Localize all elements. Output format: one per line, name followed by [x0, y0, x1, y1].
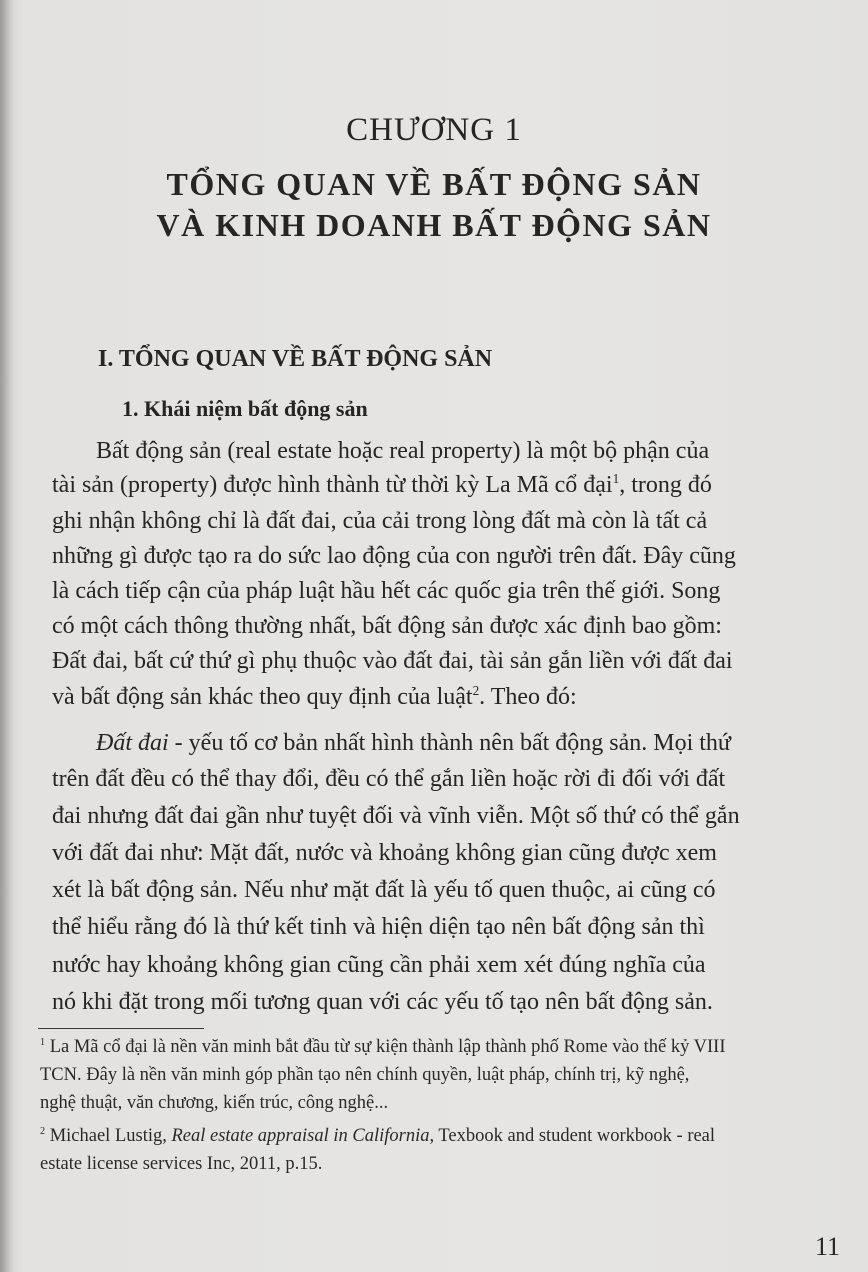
footnote-2-mark: 2	[40, 1125, 46, 1137]
chapter-title-line-1: TỔNG QUAN VỀ BẤT ĐỘNG SẢN	[166, 166, 702, 202]
footnote-ref-1: 1	[612, 471, 620, 486]
chapter-label: CHƯƠNG 1	[346, 112, 522, 148]
footnote-2-book-title: Real estate appraisal in California	[171, 1126, 430, 1146]
chapter-title-line-2: VÀ KINH DOANH BẤT ĐỘNG SẢN	[156, 207, 712, 243]
section-heading: I. TỔNG QUAN VỀ BẤT ĐỘNG SẢN	[98, 346, 493, 372]
footnote-2-line-1-tail: , Texbook and student workbook - real	[429, 1126, 716, 1146]
paragraph-1-line-6: có một cách thông thường nhất, bất động sản được xác định bao gồm:	[52, 613, 722, 639]
footnote-ref-2: 2	[472, 683, 480, 698]
paragraph-1-line-3: ghi nhận không chỉ là đất đai, của cải trong lòng đất mà còn là tất cả	[52, 508, 708, 534]
footnote-2-line-1	[40, 1124, 840, 1148]
footnote-2-author: Michael Lustig,	[45, 1126, 172, 1146]
paragraph-2-line-4: với đất đai như: Mặt đất, nước và khoảng không gian cũng được xem	[52, 840, 717, 866]
footnote-2-line-2: estate license services Inc, 2011, p.15.	[40, 1154, 323, 1174]
paragraph-2-line-2: trên đất đều có thể thay đổi, đều có thể gắn liền hoặc rời đi đối với đất	[52, 766, 726, 792]
subsection-heading: 1. Khái niệm bất động sản	[122, 396, 368, 421]
footnote-1-line-1-text: La Mã cổ đại là nền văn minh bắt đầu từ sự kiện thành lập thành phố Rome vào thế kỷ VIII	[45, 1037, 726, 1057]
paragraph-2-line-5: xét là bất động sản. Nếu như mặt đất là yếu tố quen thuộc, ai cũng có	[52, 877, 716, 903]
footnote-1-mark: 1	[40, 1036, 46, 1048]
paragraph-1-line-2-text: tài sản (property) được hình thành từ thời kỳ La Mã cổ đại	[52, 472, 613, 498]
paragraph-2-line-3: đai nhưng đất đai gần như tuyệt đối và vĩnh viễn. Một số thứ có thể gắn	[52, 803, 740, 829]
paragraph-1-line-8-text: và bất động sản khác theo quy định của luật	[52, 684, 473, 710]
paragraph-1-line-7: Đất đai, bất cứ thứ gì phụ thuộc vào đất đai, tài sản gắn liền với đất đai	[52, 648, 733, 674]
paragraph-2-line-6: thể hiểu rằng đó là thứ kết tinh và hiện diện tạo nên bất động sản thì	[52, 914, 705, 940]
page-number: 11	[814, 1232, 840, 1261]
paragraph-2-line-7: nước hay khoảng không gian cũng cần phải xem xét đúng nghĩa của	[52, 952, 706, 978]
paragraph-1-line-5: là cách tiếp cận của pháp luật hầu hết các quốc gia trên thế giới. Song	[52, 578, 721, 604]
paragraph-1-line-4: những gì được tạo ra do sức lao động của con người trên đất. Đây cũng	[52, 543, 736, 569]
paragraph-2-line-1	[96, 728, 830, 758]
paragraph-1-line-8-tail: . Theo đó:	[479, 684, 577, 710]
paragraph-1-line-1: Bất động sản (real estate hoặc real property) là một bộ phận của	[96, 438, 710, 464]
footnote-1-line-3: nghệ thuật, văn chương, kiến trúc, công nghệ...	[40, 1093, 389, 1113]
paragraph-2-line-8: nó khi đặt trong mối tương quan với các yếu tố tạo nên bất động sản.	[52, 989, 713, 1015]
footnote-1-line-1	[40, 1035, 840, 1059]
paragraph-1-line-2	[52, 470, 830, 500]
paragraph-1-line-8	[52, 682, 830, 712]
paragraph-2-line-1-text: - yếu tố cơ bản nhất hình thành nên bất động sản. Mọi thứ	[168, 730, 731, 756]
paragraph-2-term: Đất đai	[96, 730, 169, 756]
footnote-divider	[38, 1028, 204, 1029]
footnote-1-line-2: TCN. Đây là nền văn minh góp phần tạo nên chính quyền, luật pháp, chính trị, kỹ nghệ,	[40, 1065, 690, 1085]
paragraph-1-line-2-tail: , trong đó	[619, 472, 712, 498]
